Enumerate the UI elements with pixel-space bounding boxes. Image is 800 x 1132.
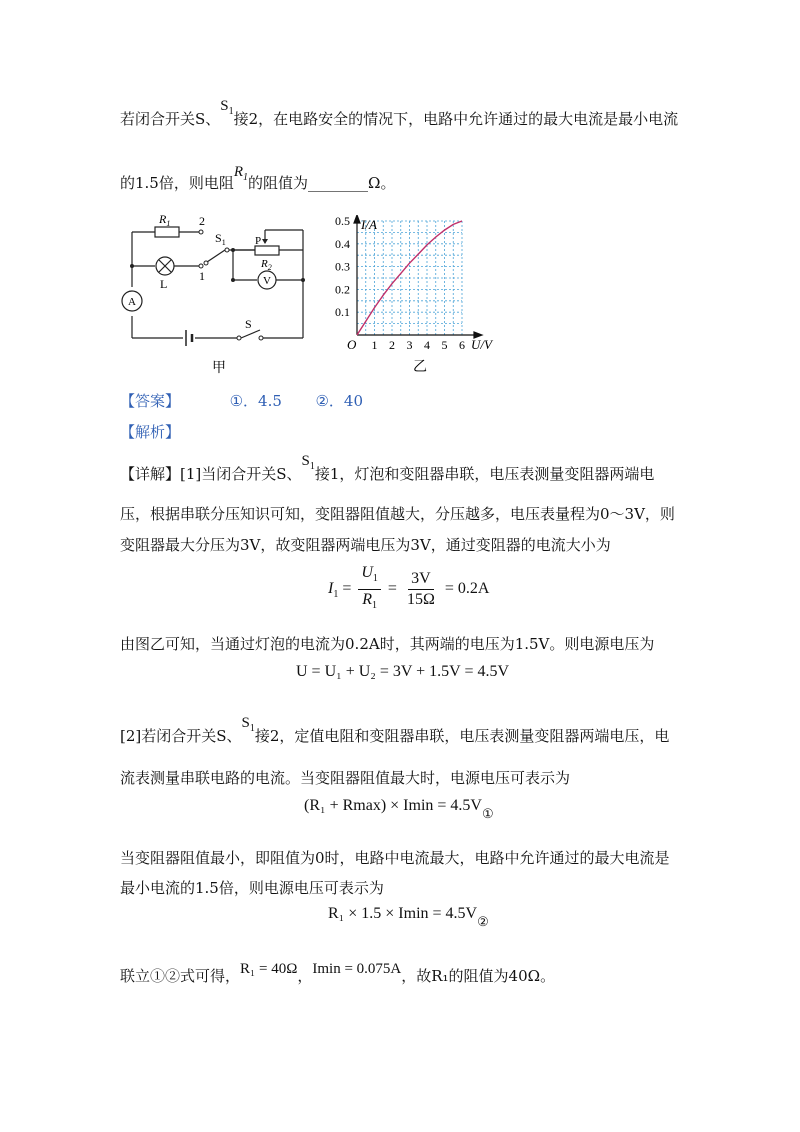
p3-text: [2]若闭合开关S、 [120,727,242,745]
eq1-equals: = [342,580,352,598]
s1-label: $S_1$ [215,231,226,247]
eq1-lhs-sub: 1 [333,589,339,601]
analysis-tag [120,421,180,442]
question-line-1 [120,98,679,131]
s1-symbol-3 [241,715,255,734]
contact-2-label: 2 [199,214,205,228]
y-tick-label: 0.4 [335,236,350,251]
r2-rheostat [255,246,279,255]
p3-text-cont: 接2，定值电阻和变阻器串联，电压表测量变阻器两端电压，电 [254,727,670,745]
equation-4 [328,905,489,930]
lamp-label: L [160,277,168,291]
x-tick-label: 5 [441,338,448,352]
question-text-2: 的1.5倍，则电阻 [120,174,234,192]
switch-s-label: S [245,317,252,331]
detail-tag: 【详解】 [120,465,181,483]
circuit-caption: 甲 [212,361,226,376]
s1-letter: S [220,98,229,114]
detail-line-2: 压，根据串联分压知识可知，变阻器阻值越大，分压越多，电压表量程为0～3V，则 [120,505,675,523]
p5-eq-imin: Imin = 0.075A [312,961,402,977]
detail-text: [1]当闭合开关S、 [180,465,302,483]
y-axis-label: I/A [361,217,377,232]
detail-line-p3-2: 流表测量串联电路的电流。当变阻器阻值最大时，电源电压可表示为 [120,769,571,787]
answer-tag: 【答案】 [120,392,181,410]
detail-line-p5 [120,961,556,986]
s1-symbol-2 [301,453,315,472]
y-tick-label: 0.3 [335,259,350,274]
y-tick-label: 0.1 [335,305,350,320]
eq3-text: (R₁ + Rmax) × Imin = 4.5V [304,797,482,814]
voltmeter-label: V [263,275,271,287]
s1-subscript: 1 [228,106,234,117]
detail-line-3: 变阻器最大分压为3V，故变阻器两端电压为3V，通过变阻器的电流大小为 [120,536,611,554]
question-text-2-cont: 的阻值为________Ω。 [248,174,396,192]
s1-letter-3: S [241,715,250,731]
ammeter-label: A [128,296,136,308]
p5-separator: ， [297,967,313,985]
p5-text: 联立①②式可得， [120,967,241,985]
r1-label: $R_1$ [159,212,171,228]
graph-caption: 乙 [413,360,427,375]
eq1-den-2: 15Ω [406,591,435,608]
eq3-marker: ① [481,806,494,821]
answer-2: ②．40 [315,392,363,410]
slider-p-label: P [255,235,262,247]
s1-letter-2: S [301,453,310,469]
detail-paragraph-2: 由图乙可知，当通过灯泡的电流为0.2A时，其两端的电压为1.5V。则电源电压为 [120,635,655,653]
r1-resistor [155,227,179,237]
eq1-num-2: 3V [408,569,434,590]
x-tick-label: 2 [389,338,395,352]
eq4-marker: ② [477,914,489,929]
eq1-equals-2: = [387,580,397,598]
answer-1: ①．4.5 [229,392,282,410]
s1-symbol [220,98,234,117]
detail-line-p4-2: 最小电流的1.5倍，则电源电压可表示为 [120,879,384,897]
r2-label: $R_2$ [261,258,272,272]
equation-2: U = U₁ + U₂ = 3V + 1.5V = 4.5V [296,663,510,680]
question-text-cont: 接2，在电路安全的情况下，电路中允许通过的最大电流是最小电流 [233,110,679,128]
y-tick-label: 0.5 [335,215,350,228]
eq1-num-sub: 1 [372,573,378,584]
origin-label: O [347,337,357,352]
contact-1-label: 1 [199,269,205,283]
s1-subscript-3: 1 [249,723,255,734]
eq1-fraction-2 [404,569,438,610]
r1-letter: R [233,164,244,180]
p5-eq-r1: R₁ = 40Ω [240,961,298,977]
eq1-den: R [362,591,373,608]
x-tick-label: 3 [406,338,413,352]
x-axis-label: U/V [471,337,492,352]
eq1-den-sub: 1 [372,600,378,611]
question-line-2 [120,164,396,195]
y-tick-label: 0.2 [335,282,350,297]
p5-text-cont: ，故R₁的阻值为40Ω。 [401,967,556,985]
detail-text-cont: 接1，灯泡和变阻器串联，电压表测量变阻器两端电 [314,465,655,483]
x-tick-label: 6 [459,338,465,352]
eq1-result: = 0.2A [444,580,490,598]
circuit-diagram [115,210,315,385]
x-tick-label: 1 [371,338,378,352]
equation-1 [328,563,489,616]
equation-3 [304,797,494,822]
eq1-fraction-1 [358,563,381,616]
detail-line-p3 [120,715,670,748]
r1-subscript: 1 [243,172,249,183]
answer-row [120,390,363,411]
detail-line-1 [120,453,655,486]
question-text: 若闭合开关S、 [120,110,221,128]
eq4-text: R₁ × 1.5 × Imin = 4.5V [328,905,478,922]
analysis-tag-text: 【解析】 [120,423,181,441]
x-tick-label: 4 [424,338,430,352]
iu-graph [335,215,505,380]
eq1-lhs: I [328,580,334,598]
detail-line-p4-1: 当变阻器阻值最小，即阻值为0时，电路中电流最大，电路中允许通过的最大电流是 [120,849,670,867]
s1-subscript-2: 1 [309,461,315,472]
r1-symbol [233,164,249,183]
eq1-num: U [361,564,373,581]
